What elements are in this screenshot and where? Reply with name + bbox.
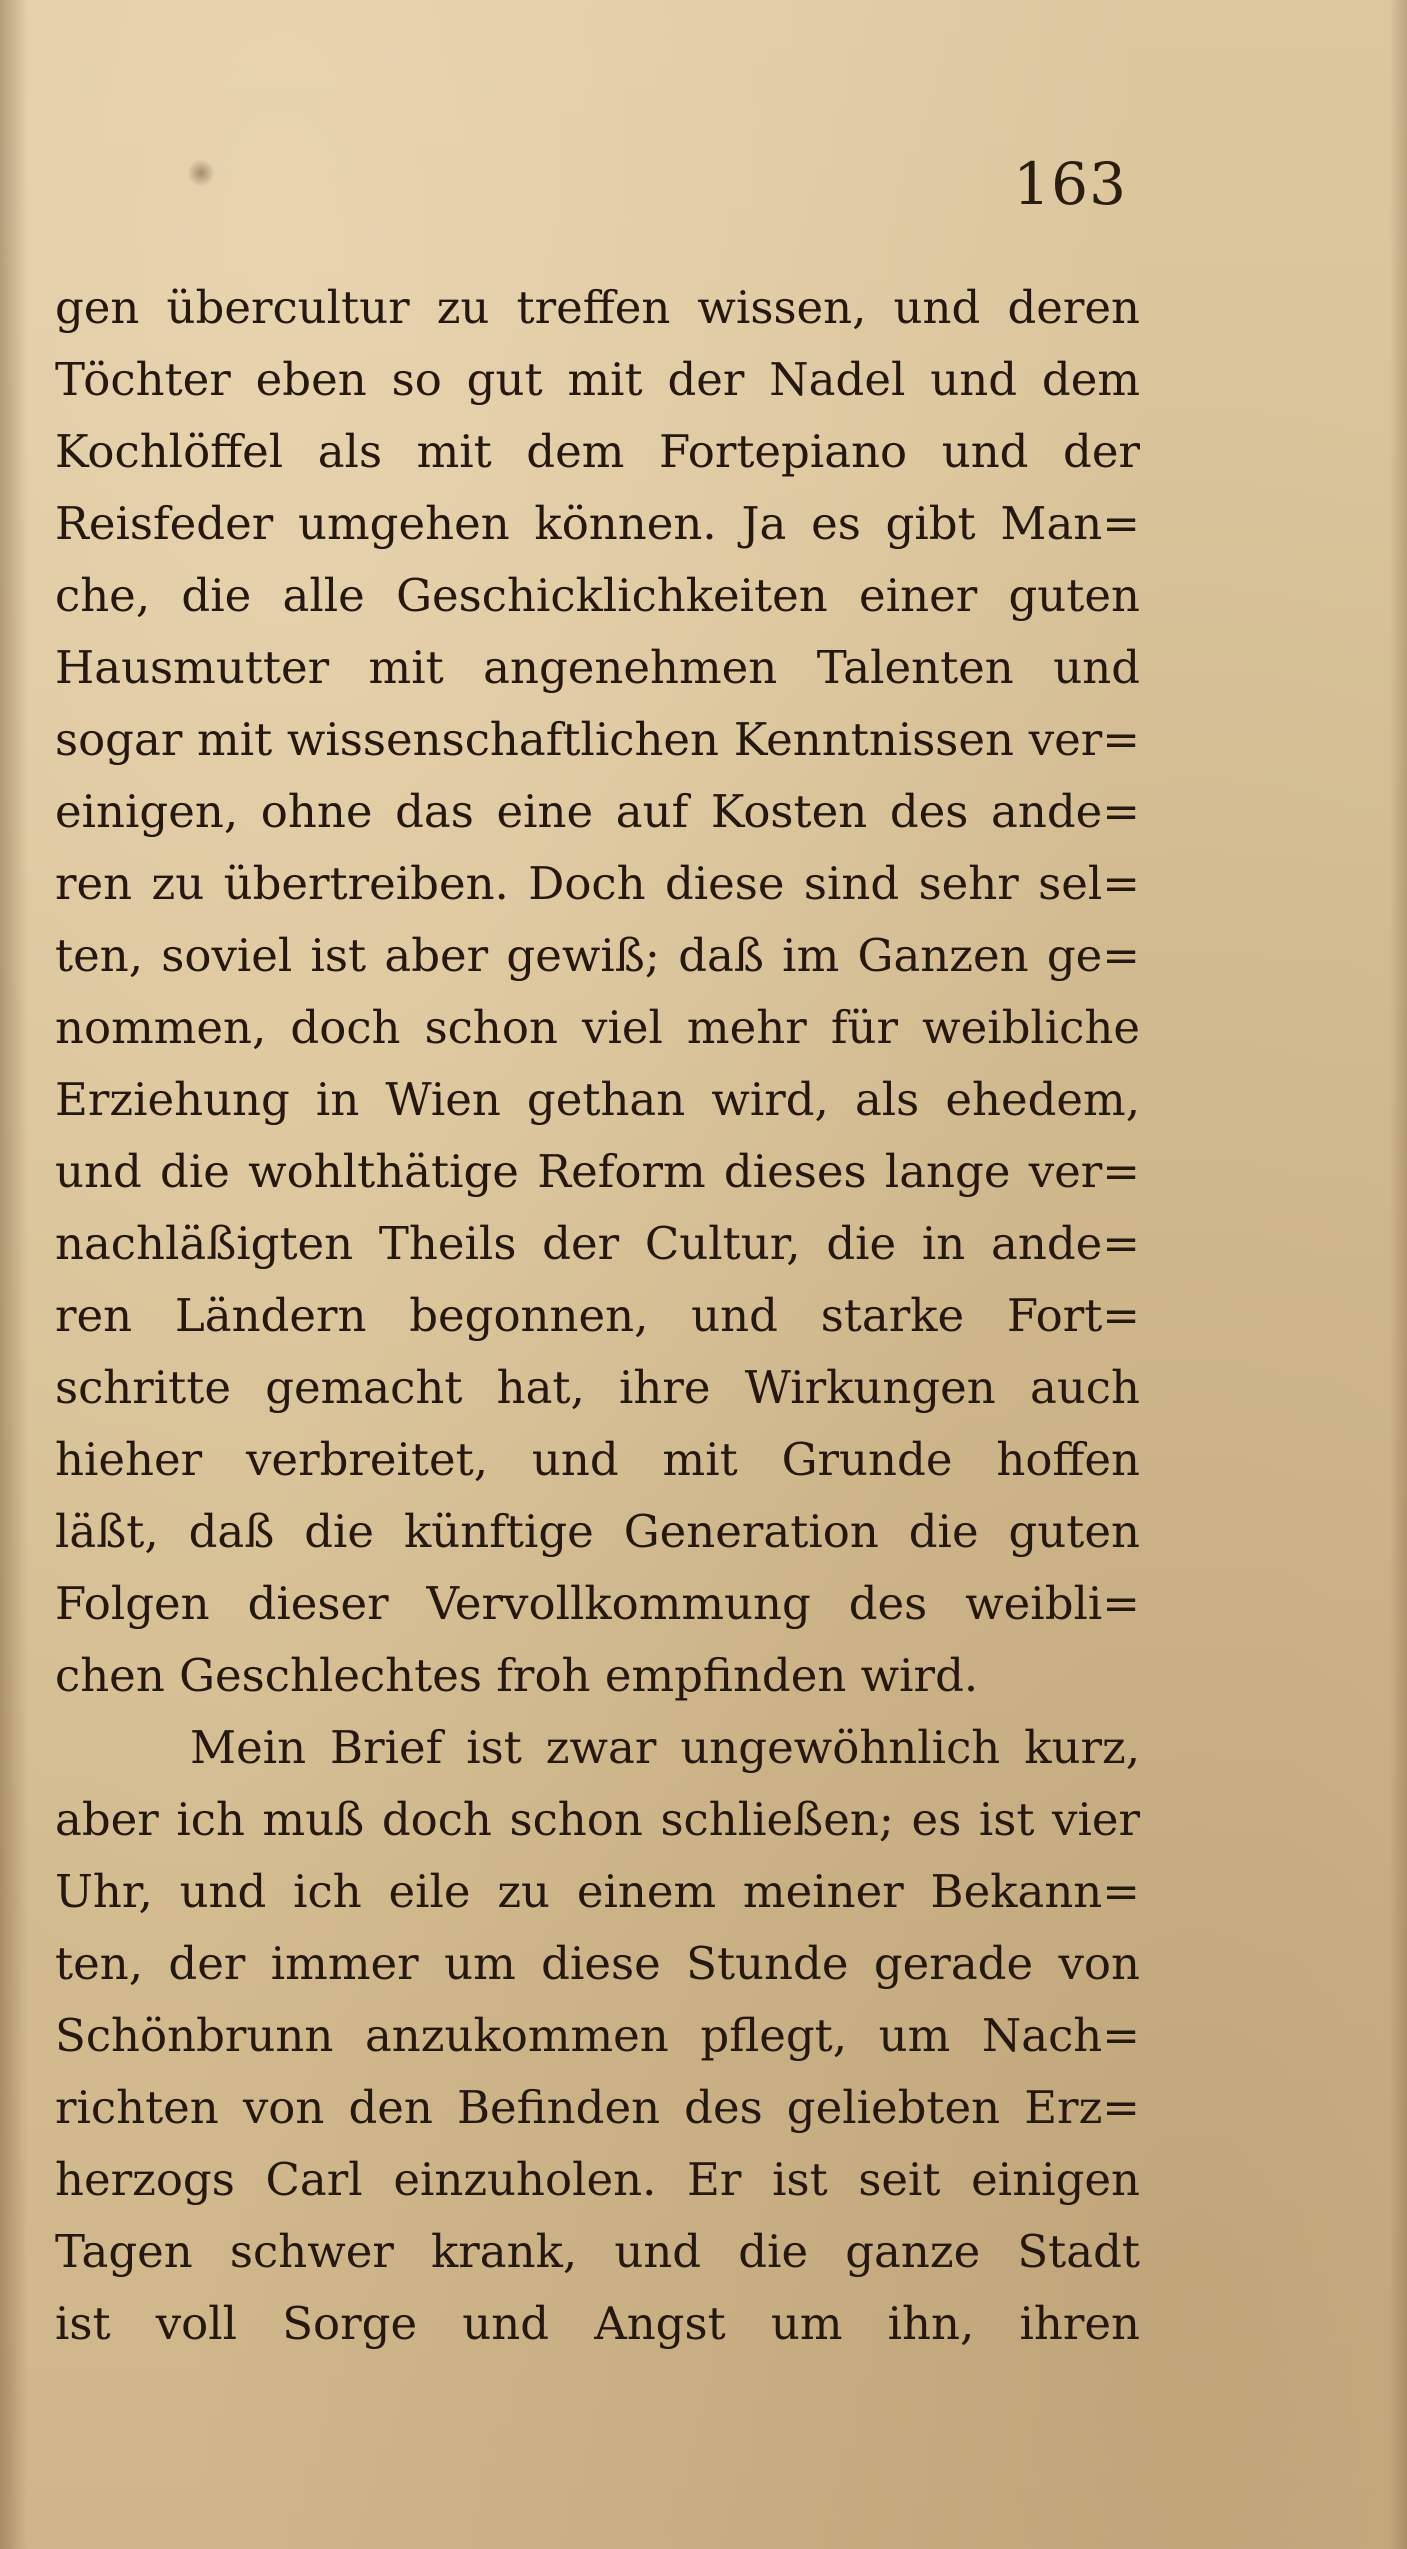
- page-number: 163: [1013, 150, 1127, 218]
- text-line: ten, soviel ist aber gewiß; daß im Ganzen ge=: [55, 929, 1140, 982]
- text-line: aber ich muß doch schon schließen; es ist vier: [55, 1793, 1140, 1846]
- text-line: Reisfeder umgehen können. Ja es gibt Man=: [55, 497, 1140, 550]
- text-line: nommen, doch schon viel mehr für weibliche: [55, 1001, 1140, 1054]
- text-line: Kochlöffel als mit dem Fortepiano und der: [55, 425, 1140, 478]
- text-line: herzogs Carl einzuholen. Er ist seit einigen: [55, 2153, 1140, 2206]
- text-line: Folgen dieser Vervollkommung des weibli=: [55, 1577, 1140, 1630]
- text-line-paragraph-start: Mein Brief ist zwar ungewöhnlich kurz,: [190, 1721, 1140, 1774]
- text-line: schritte gemacht hat, ihre Wirkungen auch: [55, 1361, 1140, 1414]
- text-line: Tagen schwer krank, und die ganze Stadt: [55, 2225, 1140, 2278]
- text-line: ist voll Sorge und Angst um ihn, ihren: [55, 2297, 1140, 2350]
- ink-smudge: [186, 160, 216, 186]
- text-line: Hausmutter mit angenehmen Talenten und: [55, 641, 1140, 694]
- text-line-paragraph-end: chen Geschlechtes froh empfinden wird.: [55, 1649, 979, 1702]
- text-line: richten von den Befinden des geliebten Erz=: [55, 2081, 1140, 2134]
- text-line: che, die alle Geschicklichkeiten einer guten: [55, 569, 1140, 622]
- text-line: Schönbrunn anzukommen pflegt, um Nach=: [55, 2009, 1140, 2062]
- text-line: sogar mit wissenschaftlichen Kenntnissen ver=: [55, 713, 1140, 766]
- text-line: läßt, daß die künftige Generation die guten: [55, 1505, 1140, 1558]
- text-line: ren zu übertreiben. Doch diese sind sehr sel=: [55, 857, 1140, 910]
- text-line: ren Ländern begonnen, und starke Fort=: [55, 1289, 1140, 1342]
- text-line: ten, der immer um diese Stunde gerade von: [55, 1937, 1140, 1990]
- text-line: Erziehung in Wien gethan wird, als ehedem,: [55, 1073, 1140, 1126]
- text-line: gen übercultur zu treffen wissen, und deren: [55, 281, 1140, 334]
- text-line: einigen, ohne das eine auf Kosten des ande=: [55, 785, 1140, 838]
- text-line: und die wohlthätige Reform dieses lange ver=: [55, 1145, 1140, 1198]
- text-line: Töchter eben so gut mit der Nadel und dem: [55, 353, 1140, 406]
- text-line: nachläßigten Theils der Cultur, die in ande=: [55, 1217, 1140, 1270]
- body-text: [55, 272, 1140, 2360]
- text-line: Uhr, und ich eile zu einem meiner Bekann=: [55, 1865, 1140, 1918]
- text-line: hieher verbreitet, und mit Grunde hoffen: [55, 1433, 1140, 1486]
